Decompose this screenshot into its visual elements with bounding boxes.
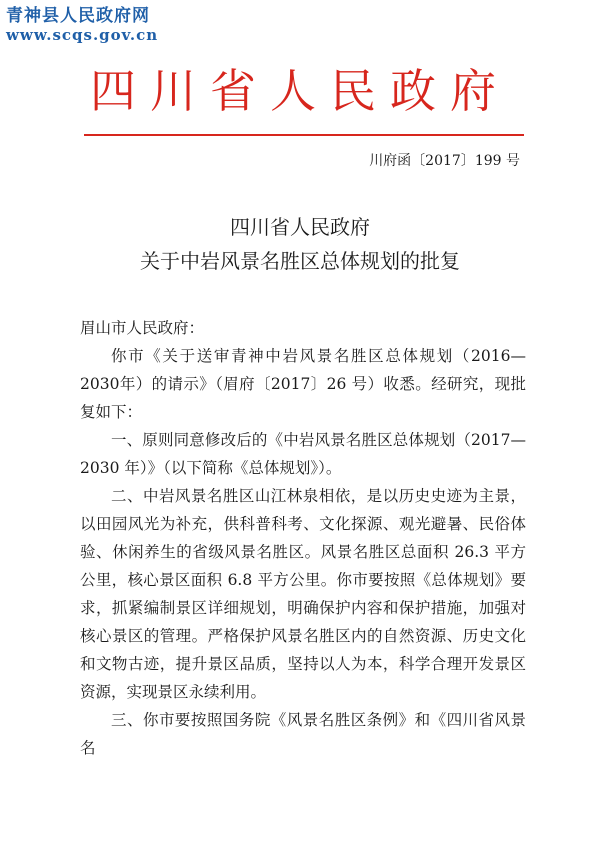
document-subject: 关于中岩风景名胜区总体规划的批复 xyxy=(140,249,460,273)
body-paragraph-2: 一、原则同意修改后的《中岩风景名胜区总体规划（2017—2030 年）》（以下简称《总体规划》）。 xyxy=(80,431,526,477)
watermark-site-url: www.scqs.gov.cn xyxy=(6,26,159,45)
website-watermark xyxy=(6,6,158,44)
document-body xyxy=(80,314,526,762)
body-paragraph-1: 你市《关于送审青神中岩风景名胜区总体规划（2016—2030年）的请示》（眉府〔2017〕26 号）收悉。经研究，现批复如下： xyxy=(80,347,526,421)
document-title-block xyxy=(0,210,600,278)
document-masthead: 四川省人民政府 xyxy=(90,64,510,118)
body-paragraph-4: 三、你市要按照国务院《风景名胜区条例》和《四川省风景名 xyxy=(80,711,526,757)
watermark-site-name: 青神县人民政府网 xyxy=(6,6,150,26)
document-issuer: 四川省人民政府 xyxy=(230,215,370,239)
masthead-red-rule xyxy=(84,134,524,136)
document-number: 川府函〔2017〕199 号 xyxy=(369,153,520,169)
body-paragraph-3: 二、中岩风景名胜区山江林泉相依，是以历史史迹为主景，以田园风光为补充，供科普科考、文化探源、观光避暑、民俗体验、休闲养生的省级风景名胜区。风景名胜区总面积 26.3 平方公里，核心景区面积 6.8 平方公里。你市要按照《总体规划》要求，抓紧编制景区详细规划，明确保护内容和保护措施，加强对核心景区的管理。严格保护风景名胜区内的自然资源、历史文化和文物古迹，提升景区品质，坚持以人为本，科学合理开发景区资源，实现景区永续利用。 xyxy=(80,487,526,701)
salutation: 眉山市人民政府： xyxy=(80,319,205,337)
